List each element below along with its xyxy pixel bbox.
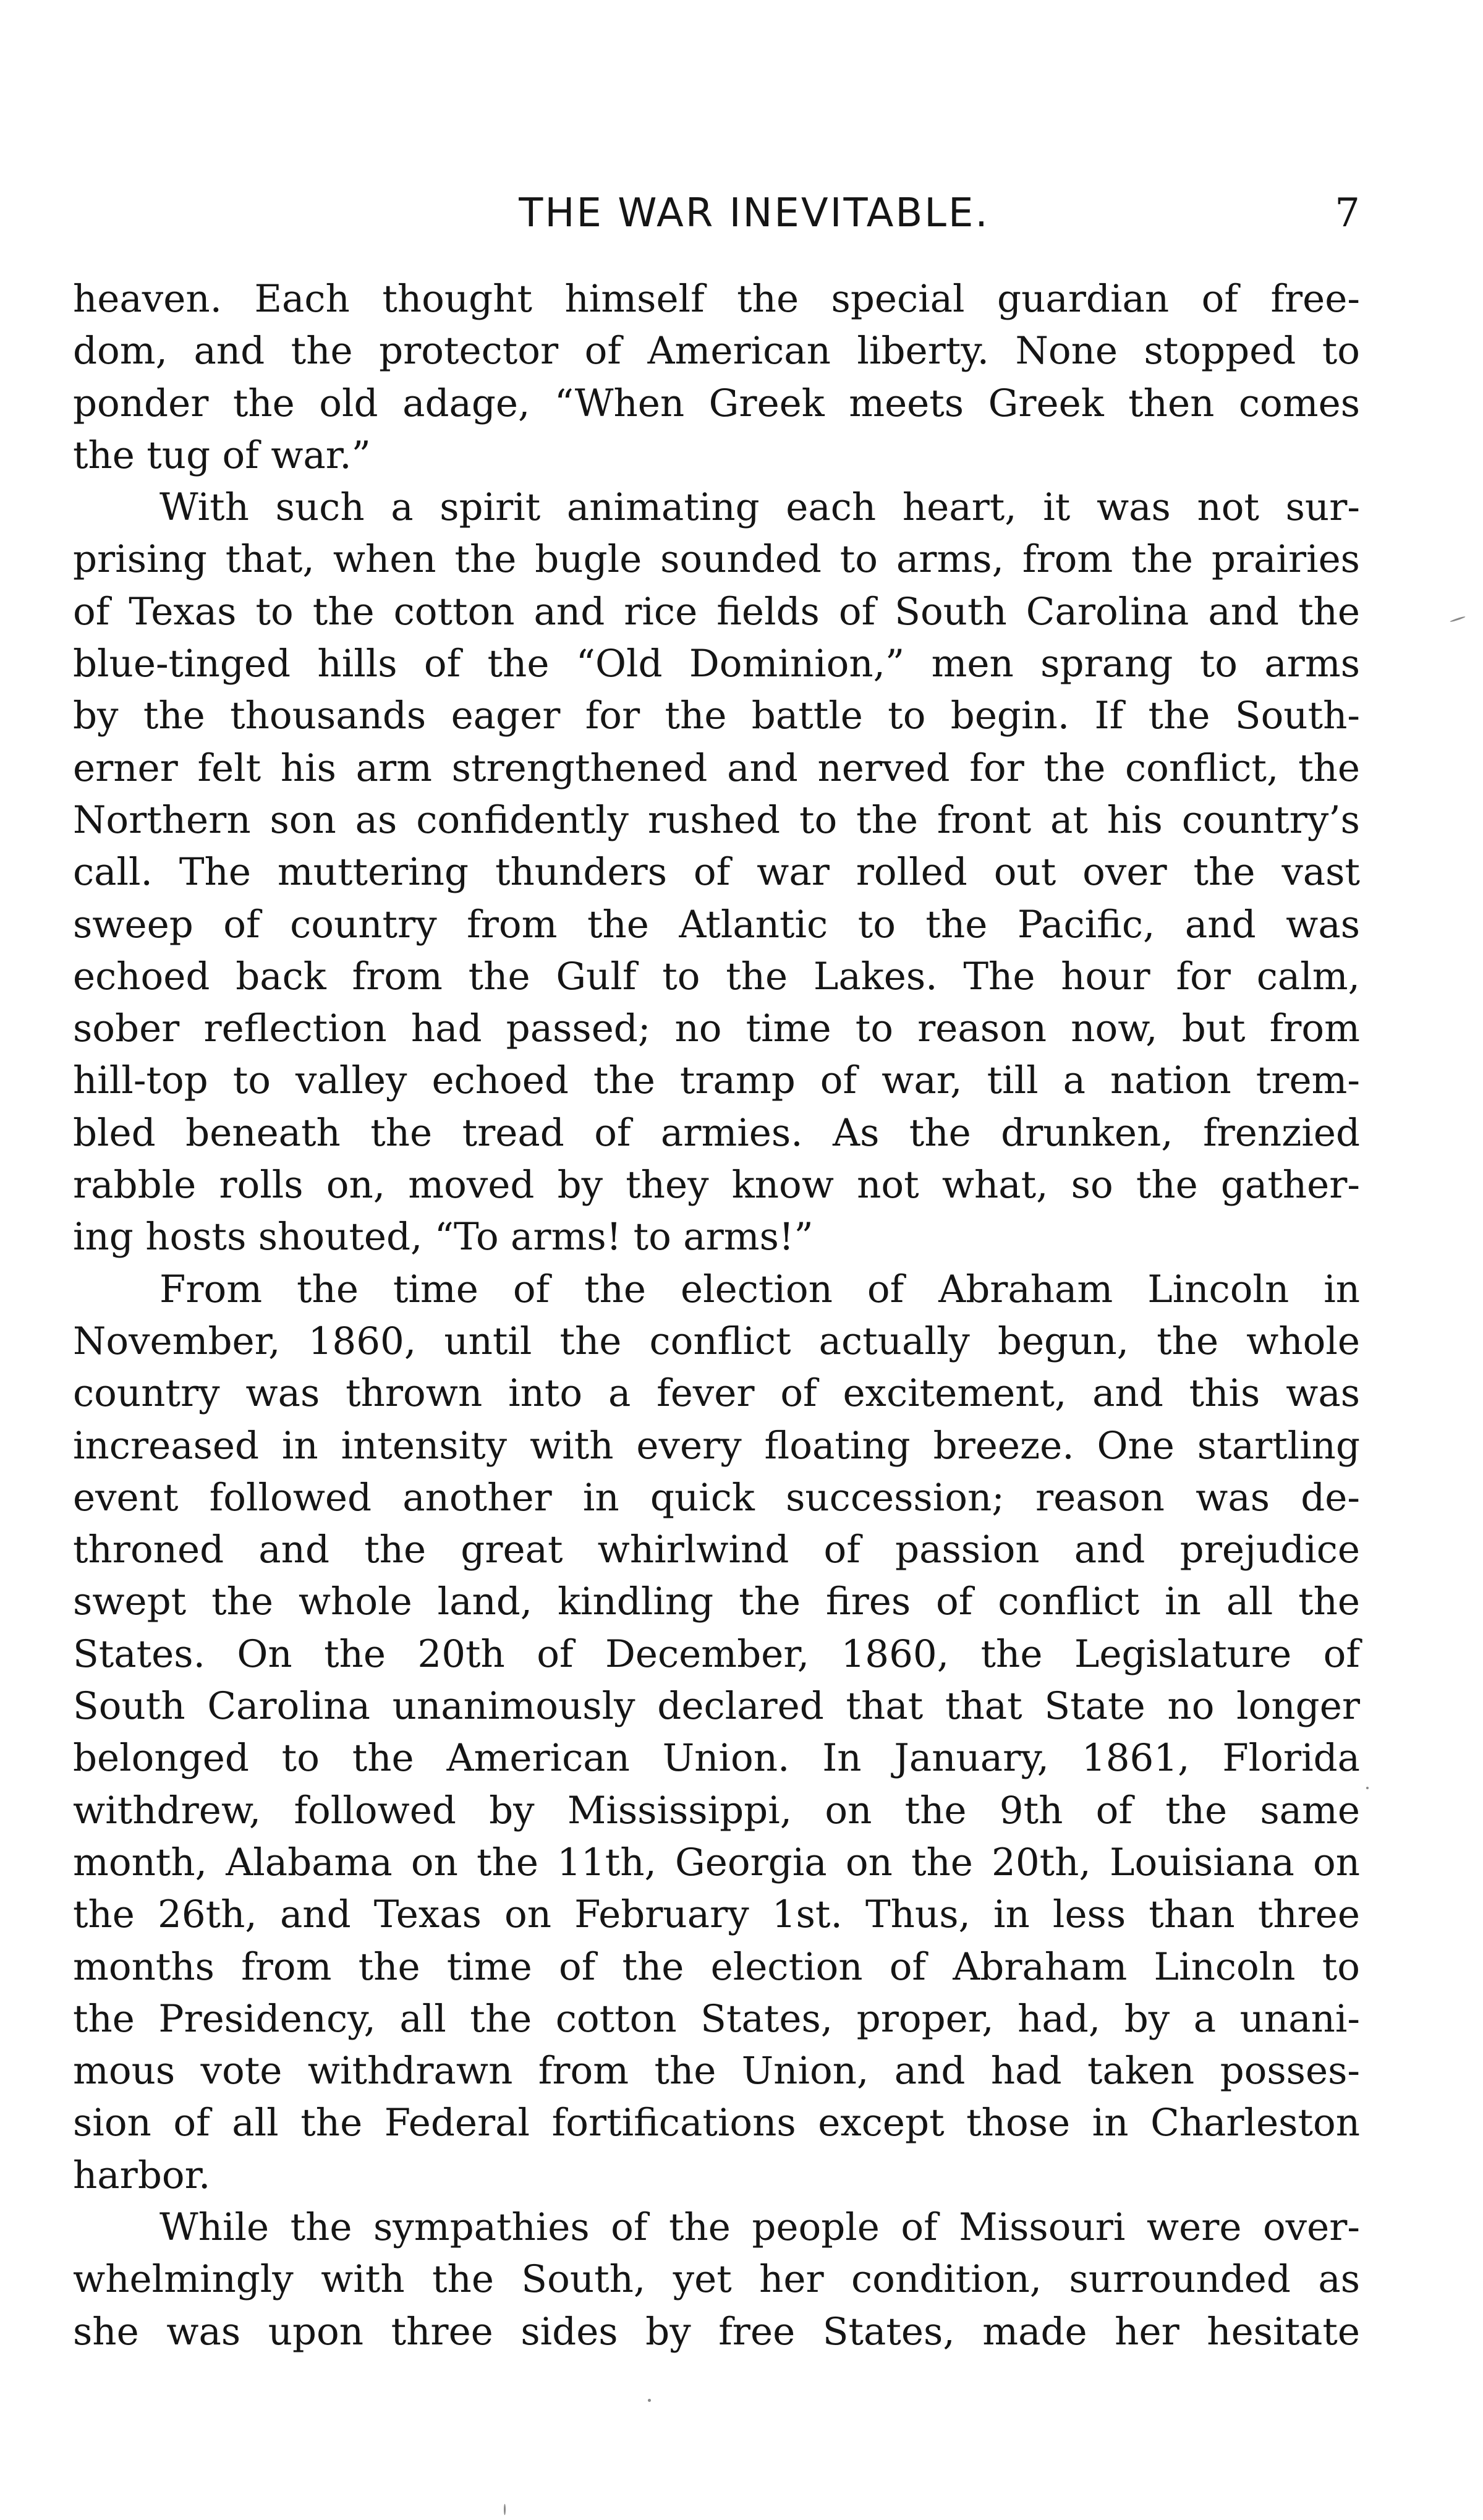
- text-line: sweep of country from the Atlantic to the Pacific, and was: [73, 902, 1360, 947]
- text-line: call. The muttering thunders of war rolled out over the vast: [73, 850, 1360, 895]
- text-line: month, Alabama on the 11th, Georgia on the 20th, Louisiana on: [73, 1840, 1360, 1884]
- scan-speck: [1366, 1787, 1369, 1789]
- scan-speck: [1450, 616, 1466, 623]
- scan-speck: [648, 2399, 651, 2402]
- body-text: [73, 273, 1360, 2358]
- text-line: of Texas to the cotton and rice fields of South Carolina and the: [73, 589, 1360, 634]
- text-line: belonged to the American Union. In January, 1861, Florida: [73, 1736, 1360, 1781]
- text-line: throned and the great whirlwind of passion and prejudice: [73, 1528, 1360, 1572]
- text-line: Northern son as confidently rushed to the front at his country’s: [73, 798, 1360, 842]
- text-line: echoed back from the Gulf to the Lakes. The hour for calm,: [73, 954, 1360, 998]
- paragraph-2: [73, 482, 1360, 1263]
- text-line: ing hosts shouted, “To arms! to arms!”: [73, 1215, 814, 1259]
- text-line: States. On the 20th of December, 1860, the Legislature of: [73, 1632, 1360, 1676]
- text-line: While the sympathies of the people of Missouri were over-: [159, 2205, 1360, 2249]
- paragraph-4: [73, 2202, 1360, 2358]
- text-line: prising that, when the bugle sounded to arms, from the prairies: [73, 537, 1360, 582]
- text-line: withdrew, followed by Mississippi, on the 9th of the same: [73, 1788, 1360, 1833]
- page-header: [74, 179, 1360, 247]
- text-line: sion of all the Federal fortifications except those in Charleston: [73, 2101, 1360, 2145]
- text-line: swept the whole land, kindling the fires of conflict in all the: [73, 1580, 1360, 1624]
- text-line: the Presidency, all the cotton States, proper, had, by a unani-: [73, 1996, 1360, 2041]
- paragraph-3: [73, 1264, 1360, 2202]
- text-line: hill-top to valley echoed the tramp of war, till a nation trem-: [73, 1058, 1360, 1103]
- text-line: erner felt his arm strengthened and nerved for the conflict, the: [73, 746, 1360, 790]
- scan-speck: [504, 2504, 506, 2515]
- text-line: dom, and the protector of American liberty. None stopped to: [73, 329, 1360, 373]
- text-line: mous vote withdrawn from the Union, and had taken posses-: [73, 2049, 1360, 2093]
- text-line: November, 1860, until the conflict actually begun, the whole: [73, 1319, 1360, 1363]
- text-line: With such a spirit animating each heart, it was not sur-: [159, 485, 1360, 530]
- text-line: sober reflection had passed; no time to reason now, but from: [73, 1007, 1360, 1051]
- text-line: by the thousands eager for the battle to begin. If the South-: [73, 694, 1360, 738]
- text-line: blue-tinged hills of the “Old Dominion,” men sprang to arms: [73, 642, 1360, 686]
- text-line: country was thrown into a fever of excitement, and this was: [73, 1371, 1360, 1416]
- text-line: harbor.: [73, 2153, 211, 2197]
- page-number: 7: [1335, 190, 1360, 236]
- text-line: bled beneath the tread of armies. As the drunken, frenzied: [73, 1110, 1360, 1155]
- running-head: THE WAR INEVITABLE.: [519, 190, 990, 236]
- text-line: rabble rolls on, moved by they know not what, so the gather-: [73, 1163, 1360, 1207]
- text-line: heaven. Each thought himself the special guardian of free-: [73, 277, 1360, 321]
- text-line: months from the time of the election of Abraham Lincoln to: [73, 1944, 1360, 1989]
- text-line: increased in intensity with every floating breeze. One startling: [73, 1423, 1360, 1468]
- text-line: the tug of war.”: [73, 433, 371, 477]
- text-line: From the time of the election of Abraham Lincoln in: [159, 1267, 1360, 1311]
- text-line: whelmingly with the South, yet her condition, surrounded as: [73, 2257, 1360, 2302]
- text-line: ponder the old adage, “When Greek meets Greek then comes: [73, 381, 1360, 425]
- text-line: event followed another in quick succession; reason was de-: [73, 1475, 1360, 1520]
- text-line: South Carolina unanimously declared that that State no longer: [73, 1684, 1360, 1729]
- text-line: the 26th, and Texas on February 1st. Thus, in less than three: [73, 1892, 1360, 1937]
- text-line: she was upon three sides by free States, made her hesitate: [73, 2309, 1360, 2354]
- paragraph-1: [73, 273, 1360, 482]
